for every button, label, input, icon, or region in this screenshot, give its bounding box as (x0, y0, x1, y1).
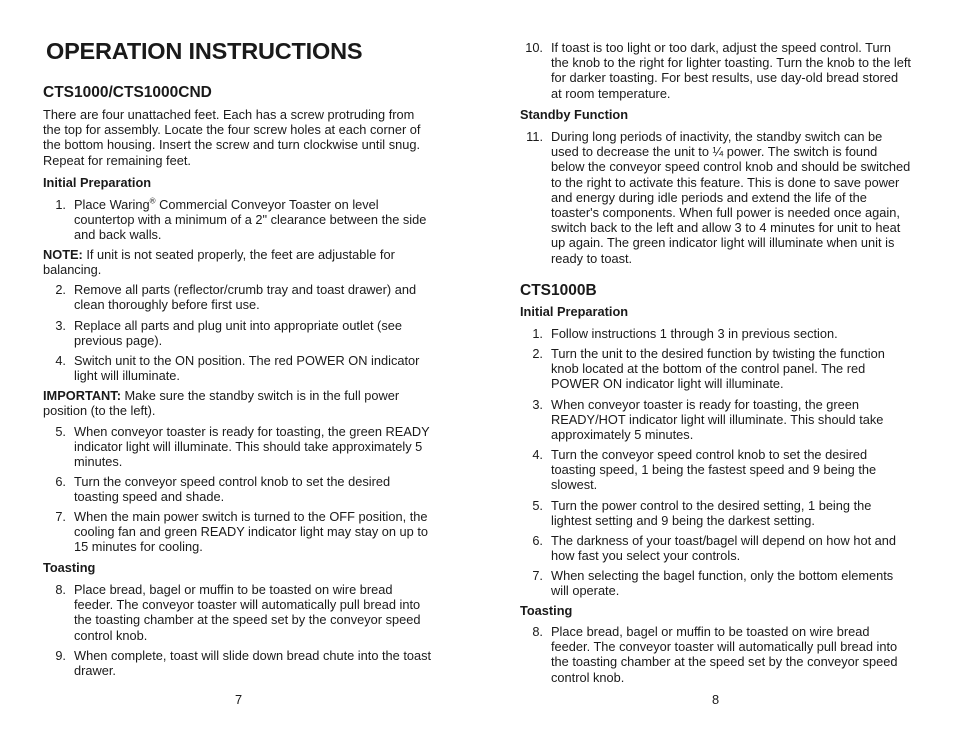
item-text: During long periods of inactivity, the standby switch can be used to decrease the unit to ¼ power. The switch is found below the conveyor speed control knob and should be switched to the right to activate this feature. This is done to save power and energy during idle periods and extend the life of the toaster's components. When full power is needed once again, switch back to the left and allow 3 to 4 minutes for unit to heat up again. The green indicator light will illuminate when unit is ready to toast. (551, 129, 911, 266)
item-number: 8. (55, 582, 66, 597)
item-number: 1. (532, 326, 543, 341)
initial-preparation-heading: Initial Preparation (43, 175, 152, 190)
page-title: OPERATION INSTRUCTIONS (46, 38, 363, 64)
note-paragraph: NOTE: If unit is not seated properly, the feet are adjustable for balancing. (43, 247, 395, 278)
item-text: Turn the conveyor speed control knob to set the desired toasting speed, 1 being the fastest speed and 9 being the slowest. (551, 447, 877, 493)
item-number: 9. (55, 648, 66, 663)
item-text: When selecting the bagel function, only the bottom elements will operate. (551, 568, 894, 599)
item-text: Switch unit to the ON position. The red POWER ON indicator light will illuminate. (74, 353, 420, 384)
item-number: 8. (532, 624, 543, 639)
item-text: Turn the conveyor speed control knob to set the desired toasting speed and shade. (74, 474, 391, 505)
item-number: 2. (55, 282, 66, 297)
page-number-right: 8 (712, 692, 720, 707)
item-text: Follow instructions 1 through 3 in previous section. (551, 326, 838, 341)
item-text: When the main power switch is turned to the OFF position, the cooling fan and green READY indicator light may stay on up to 15 minutes for cooling. (74, 509, 429, 555)
item-text: Replace all parts and plug unit into appropriate outlet (see previous page). (74, 318, 402, 349)
registered-mark: ® (149, 196, 156, 206)
item-number: 1. (55, 197, 66, 212)
initial-preparation-heading: Initial Preparation (520, 304, 629, 319)
item-number: 10. (525, 40, 543, 55)
model-heading-cts1000: CTS1000/CTS1000CND (43, 84, 212, 101)
item-number: 3. (55, 318, 66, 333)
item-number: 6. (532, 533, 543, 548)
item-text: Place bread, bagel or muffin to be toasted on wire bread feeder. The conveyor toaster will automatically pull bread into the toasting chamber at the speed set by the conveyor speed control knob. (551, 624, 898, 685)
page-number-left: 7 (235, 692, 243, 707)
item-number: 7. (532, 568, 543, 583)
important-paragraph: IMPORTANT: Make sure the standby switch is in the full power position (to the left). (43, 388, 400, 419)
item-text: Turn the power control to the desired setting, 1 being the lightest setting and 9 being the darkest setting. (551, 498, 872, 529)
item-text: The darkness of your toast/bagel will depend on how hot and how fast you select your controls. (551, 533, 897, 564)
note-label: NOTE: (43, 247, 83, 262)
toasting-heading: Toasting (43, 560, 96, 575)
item-number: 4. (55, 353, 66, 368)
item-number: 4. (532, 447, 543, 462)
item-number: 2. (532, 346, 543, 361)
important-label: IMPORTANT: (43, 388, 121, 403)
model-heading-cts1000b: CTS1000B (520, 282, 597, 299)
item-number: 5. (55, 424, 66, 439)
item-number: 5. (532, 498, 543, 513)
item-number: 6. (55, 474, 66, 489)
intro-paragraph: There are four unattached feet. Each has a screw protruding from the top for assembly. Locate the four screw holes at each corner of the bottom housing. Insert the screw and turn clockwise until snug. Repeat for remaining feet. (43, 107, 421, 168)
item-number: 7. (55, 509, 66, 524)
item-text: When complete, toast will slide down bread chute into the toast drawer. (74, 648, 432, 679)
standby-function-heading: Standby Function (520, 107, 629, 122)
item-text: Turn the unit to the desired function by twisting the function knob located at the bottom of the control panel. The red POWER ON indicator light will illuminate. (551, 346, 885, 392)
item-text: Place Waring® Commercial Conveyor Toaster on level countertop with a minimum of a 2" clearance between the side and back walls. (74, 196, 427, 243)
item-text: When conveyor toaster is ready for toasting, the green READY/HOT indicator light will illuminate. This should take approximately 5 minutes. (551, 397, 884, 443)
item-text: Remove all parts (reflector/crumb tray and toast drawer) and clean thoroughly before first use. (74, 282, 417, 313)
toasting-heading: Toasting (520, 603, 573, 618)
item-number: 3. (532, 397, 543, 412)
item-text: When conveyor toaster is ready for toasting, the green READY indicator light will illuminate. This should take approximately 5 minutes. (74, 424, 430, 470)
item-text: If toast is too light or too dark, adjust the speed control. Turn the knob to the right for lighter toasting. Turn the knob to the left for darker toasting. For best results, use day-old bread stored at room temperature. (551, 40, 911, 101)
item-number: 11. (526, 129, 543, 144)
item-text: Place bread, bagel or muffin to be toasted on wire bread feeder. The conveyor toaster will automatically pull bread into the toasting chamber at the speed set by the conveyor speed control knob. (74, 582, 421, 643)
